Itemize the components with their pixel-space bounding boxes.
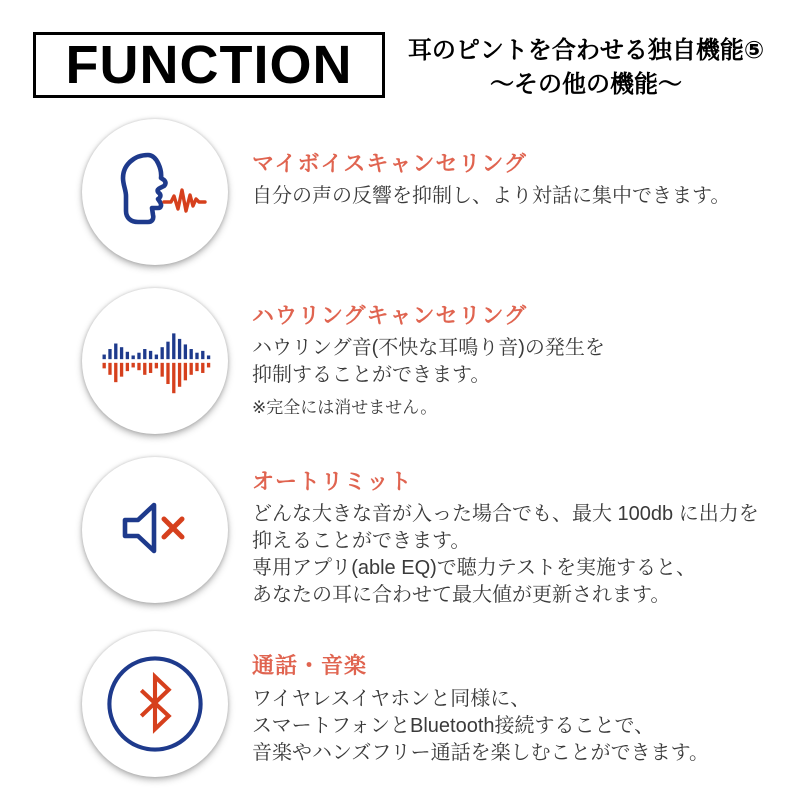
feature-description bbox=[252, 335, 605, 389]
page-title-line1: 耳のピントを合わせる独自機能⑤ bbox=[407, 37, 765, 64]
feature-title: マイボイスキャンセリング bbox=[252, 151, 527, 176]
feature-description-line: ハウリング音(不快な耳鳴り音)の発生を bbox=[252, 337, 605, 359]
feature-description-line: どんな大きな音が入った場合でも、最大 100db に出力を bbox=[252, 503, 759, 525]
feature-row-auto-limit bbox=[0, 457, 800, 627]
feature-description-line: 抑制することができます。 bbox=[252, 364, 491, 386]
feature-description-line: あなたの耳に合わせて最大値が更新されます。 bbox=[252, 584, 671, 606]
function-logo-box bbox=[33, 32, 385, 98]
feature-description-line: 音楽やハンズフリー通話を楽しむことができます。 bbox=[252, 742, 709, 764]
feature-title: オートリミット bbox=[252, 469, 413, 494]
feature-icon-circle bbox=[82, 119, 228, 265]
feature-description-line: 抑えることができます。 bbox=[252, 530, 471, 552]
feature-description-line: スマートフォンとBluetooth接続することで、 bbox=[252, 715, 655, 737]
function-logo-text: FUNCTION bbox=[65, 35, 353, 95]
feature-description bbox=[252, 501, 759, 609]
feature-description bbox=[252, 686, 709, 767]
feature-description-line: 自分の声の反響を抑制し、より対話に集中できます。 bbox=[252, 185, 731, 207]
feature-icon-circle bbox=[82, 288, 228, 434]
feature-row-howling-cancelling bbox=[0, 288, 800, 458]
speaking-head-icon bbox=[99, 142, 211, 242]
feature-description bbox=[252, 183, 730, 210]
speaker-mute-icon bbox=[105, 480, 205, 580]
feature-note: ※完全には消せません。 bbox=[252, 398, 438, 417]
feature-description-line: ワイヤレスイヤホンと同様に、 bbox=[252, 688, 531, 710]
page-title bbox=[388, 34, 784, 102]
bluetooth-icon bbox=[98, 647, 212, 761]
feature-icon-circle bbox=[82, 631, 228, 777]
feature-title: ハウリングキャンセリング bbox=[252, 303, 528, 328]
feature-row-my-voice-cancelling bbox=[0, 119, 800, 289]
feature-title: 通話・音楽 bbox=[252, 653, 368, 678]
waveform-icon bbox=[97, 313, 213, 409]
feature-icon-circle bbox=[82, 457, 228, 603]
page-title-line2: 〜その他の機能〜 bbox=[490, 71, 682, 98]
feature-row-call-music bbox=[0, 631, 800, 800]
feature-description-line: 専用アプリ(able EQ)で聴力テストを実施すると、 bbox=[252, 557, 696, 579]
